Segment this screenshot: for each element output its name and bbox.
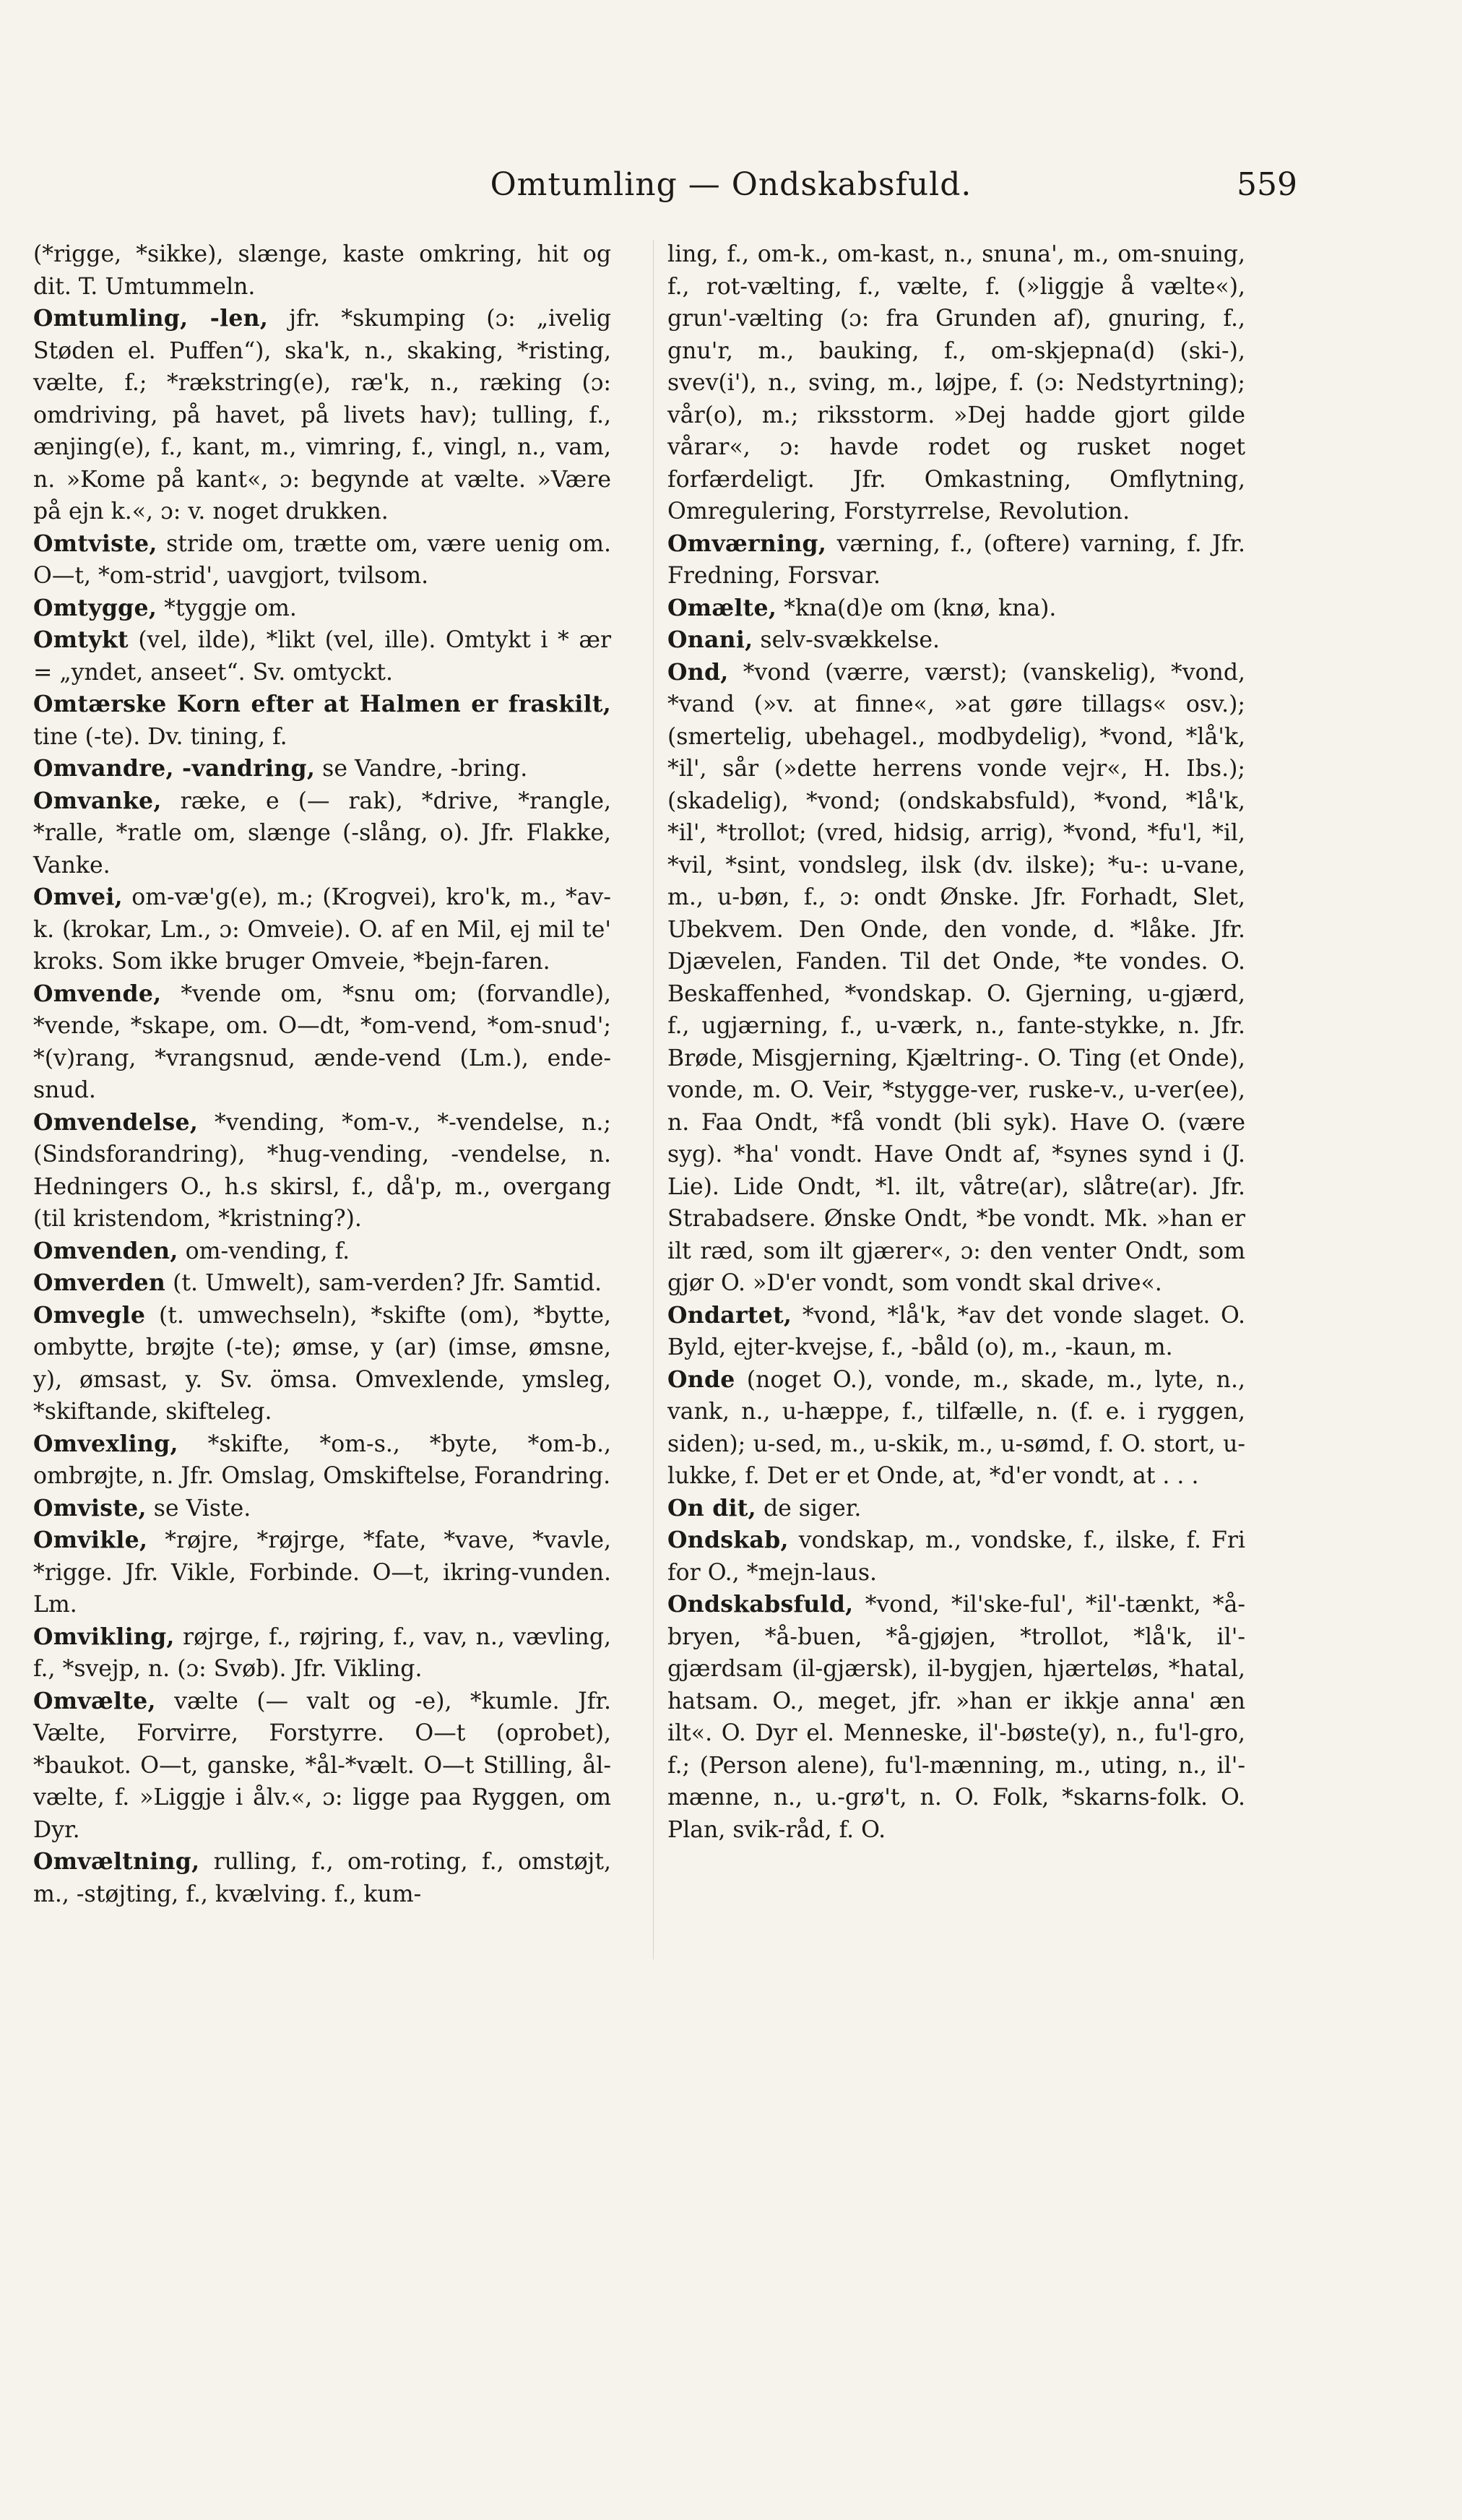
dictionary-entry [33, 1300, 611, 1428]
entry-definition: (noget O.), vonde, m., skade, m., lyte, n., vank, n., u-hæppe, f., tilfælle, n. (f. e. i ryggen, siden); u-sed, m., u-skik, m., u-sømd, f. O. stort, u-lukke, f. Det er et Onde, at, *d'er vondt, at . . . [667, 1366, 1245, 1489]
entry-definition: rulling, f., om-roting, f., omstøjt, m., -støjting, f., kvælving. f., kum- [33, 1849, 611, 1907]
dictionary-entry [33, 1524, 611, 1621]
entry-headword: Omvikle, [33, 1527, 148, 1553]
dictionary-entry [33, 238, 611, 303]
dictionary-entry [33, 592, 611, 625]
dictionary-entry [33, 978, 611, 1107]
dictionary-entry [667, 1589, 1245, 1846]
entry-definition: om-væ'g(e), m.; (Krogvei), kro'k, m., *av-k. (krokar, Lm., ɔ: Omveie). O. af en Mil, ej mil te' kroks. Som ikke bruger Omveie, *bejn-faren. [33, 884, 611, 975]
right-column [667, 238, 1245, 1846]
entry-definition: værning, f., (oftere) varning, f. Jfr. Fredning, Forsvar. [667, 530, 1245, 589]
entry-headword: Omverden [33, 1269, 166, 1296]
dictionary-entry [667, 1364, 1245, 1493]
dictionary-entry [667, 624, 1245, 657]
dictionary-entry [33, 624, 611, 689]
entry-headword: Ondskabsfuld, [667, 1591, 854, 1618]
entry-headword: Omvei, [33, 884, 123, 910]
entry-headword: Omtygge, [33, 594, 157, 621]
entry-headword: Omtviste, [33, 530, 157, 557]
dictionary-entry [33, 1267, 611, 1300]
entry-definition: ræke, e (— rak), *drive, *rangle, *ralle, *ratle om, slænge (-slång, o). Jfr. Flakke, Vanke. [33, 788, 611, 879]
entry-definition: se Viste. [153, 1495, 251, 1522]
dictionary-entry [33, 303, 611, 528]
dictionary-entry [33, 1428, 611, 1493]
left-column [33, 238, 611, 1910]
entry-headword: Omvanke, [33, 787, 162, 814]
entry-headword: Ondskab, [667, 1527, 789, 1553]
dictionary-entry [33, 1686, 611, 1847]
dictionary-entry [33, 1107, 611, 1235]
dictionary-entry [33, 1235, 611, 1268]
column-divider [653, 240, 654, 1959]
entry-definition: røjrge, f., røjring, f., vav, n., vævling, f., *svejp, n. (ɔ: Svøb). Jfr. Vikling. [33, 1623, 612, 1682]
dictionary-entry [33, 881, 611, 978]
entry-definition: de siger. [763, 1495, 862, 1522]
entry-headword: Onde [667, 1365, 735, 1393]
entry-definition: *vond, *il'ske-ful', *il'-tænkt, *å-bryen, *å-buen, *å-gjøjen, *trollot, *lå'k, il'-gjærdsam (il-gjærsk), il-bygjen, hjærteløs, *hatal, hatsam. O., meget, jfr. »han er ikkje anna' æn ilt«. O. Dyr el. Menneske, il'-bøste(y), n., fu'l-gro, f.; (Person alene), fu'l-mænning, m., uting, n., il'-mænne, n., u.-grø't, n. O. Folk, *skarns-folk. O. Plan, svik-råd, f. O. [667, 1592, 1245, 1843]
entry-headword: Omvendelse, [33, 1108, 199, 1136]
entry-definition: *skifte, *om-s., *byte, *om-b., ombrøjte, n. Jfr. Omslag, Omskiftelse, Forandring. [33, 1431, 611, 1489]
entry-definition: *vond, *lå'k, *av det vonde slaget. O. Byld, ejter-kvejse, f., -båld (o), m., -kaun, m. [667, 1302, 1245, 1360]
entry-headword: Omvenden, [33, 1237, 178, 1264]
dictionary-entry [667, 1524, 1245, 1589]
entry-headword: Omvegle [33, 1301, 146, 1329]
entry-definition: *vond (værre, værst); (vanskelig), *vond, *vand (»v. at finne«, »at gøre tillags« osv.); (smertelig, ubehagel., modbydelig), *vond, *lå'k, *il', sår (»dette herrens vonde vejr«, H. Ibs.); (skadelig), *vond; (ondskabsfuld), *vond, *lå'k, *il', *trollot; (vred, hidsig, arrig), *vond, *fu'l, *il, *vil, *sint, vondsleg, ilsk (dv. ilske); *u-: u-vane, m., u-bøn, f., ɔ: ondt Ønske. Jfr. Forhadt, Slet, Ubekvem. Den Onde, den vonde, d. *låke. Jfr. Djævelen, Fanden. Til det Onde, *te vondes. O. Beskaffenhed, *vondskap. O. Gjerning, u-gjærd, f., ugjærning, f., u-værk, n., fante-stykke, n. Jfr. Brøde, Misgjerning, Kjæltring-. O. Ting (et Onde), vonde, m. O. Veir, *stygge-ver, ruske-v., u-ver(ee), n. Faa Ondt, *få vondt (bli syk). Have O. (være syg). *ha' vondt. Have Ondt af, *synes synd i (J. Lie). Lide Ondt, *l. ilt, våtre(ar), slåtre(ar). Jfr. Strabadsere. Ønske Ondt, *be vondt. Mk. »han er ilt ræd, som ilt gjærer«, ɔ: den venter Ondt, som gjør O. »D'er vondt, som vondt skal drive«. [667, 659, 1245, 1296]
dictionary-entry [667, 528, 1245, 592]
entry-definition: *kna(d)e om (knø, kna). [784, 595, 1057, 621]
dictionary-entry [33, 528, 611, 592]
entry-definition: om-vending, f. [185, 1238, 350, 1264]
dictionary-entry [667, 238, 1245, 528]
entry-definition: selv-svækkelse. [760, 627, 940, 653]
entry-headword: Omtærske Korn efter at Halmen er fraskilt, [33, 691, 611, 717]
dictionary-entry [667, 1300, 1245, 1364]
dictionary-entry [33, 1621, 611, 1686]
dictionary-entry [667, 1493, 1245, 1525]
entry-headword: Omtykt [33, 626, 129, 653]
dictionary-entry [33, 785, 611, 882]
entry-definition: vondskap, m., vondske, f., ilske, f. Fri for O., *mejn-laus. [667, 1527, 1245, 1586]
entry-definition: stride om, trætte om, være uenig om. O—t, *om-strid', uavgjort, tvilsom. [33, 530, 611, 589]
entry-headword: Omvende, [33, 980, 162, 1007]
entry-definition: *vending, *om-v., *-vendelse, n.; (Sindsforandring), *hug-vending, -vendelse, n. Hedningers O., h.s skirsl, f., då'p, m., overgang (til kristendom, *kristning?). [33, 1109, 611, 1232]
entry-headword: Omvikling, [33, 1623, 175, 1650]
entry-definition: (t. Umwelt), sam-verden? Jfr. Samtid. [173, 1270, 602, 1296]
entry-headword: Omvandre, -vandring, [33, 755, 316, 782]
entry-headword: Onani, [667, 626, 753, 653]
dictionary-entry [33, 1493, 611, 1525]
entry-headword: Omælte, [667, 594, 777, 621]
entry-definition: tine (-te). Dv. tining, f. [33, 723, 287, 750]
entry-headword: Omværning, [667, 530, 827, 557]
dictionary-entry [33, 753, 611, 785]
entry-headword: Omviste, [33, 1494, 147, 1522]
entry-definition: vælte (— valt og -e), *kumle. Jfr. Vælte, Forvirre, Forstyrre. O—t (oprobet), *baukot. O—t, ganske, *ål-*vælt. O—t Stilling, ål-vælte, f. »Liggje i ålv.«, ɔ: ligge paa Ryggen, om Dyr. [33, 1688, 611, 1843]
entry-definition: jfr. *skumping (ɔ: „ivelig Støden el. Puffen“), ska'k, n., skaking, *risting, vælte, f.; *rækstring(e), ræ'k, n., ræking (ɔ: omdriving, på havet, på livets hav); tulling, f., ænjing(e), f., kant, m., vimring, f., vingl, n., vam, n. »Kome på kant«, ɔ: begynde at vælte. »Være på ejn k.«, ɔ: v. noget drukken. [33, 306, 611, 525]
entry-headword: Omvexling, [33, 1430, 178, 1457]
entry-headword: Omvælte, [33, 1687, 156, 1714]
page-title: Omtumling — Ondskabsfuld. [490, 166, 972, 203]
entry-headword: Omtumling, -len, [33, 305, 269, 332]
page-number: 559 [1237, 166, 1297, 203]
entry-definition: (t. umwechseln), *skifte (om), *bytte, ombytte, brøjte (-te); ømse, y (ar) (imse, ømsne, y), ømsast, y. Sv. ömsa. Omvexlende, ymsleg, *skiftande, skifteleg. [33, 1302, 611, 1425]
entry-definition: *vende om, *snu om; (forvandle), *vende, *skape, om. O—dt, *om-vend, *om-snud'; *(v)rang, *vrangsnud, ænde-vend (Lm.), ende-snud. [33, 980, 612, 1103]
dictionary-entry [667, 657, 1245, 1300]
entry-definition: se Vandre, -bring. [322, 756, 528, 782]
dictionary-entry [33, 1846, 611, 1910]
entry-definition: (vel, ilde), *likt (vel, ille). Omtykt i * ær = „yndet, anseet“. Sv. omtyckt. [33, 627, 612, 686]
dictionary-entry [667, 592, 1245, 625]
entry-headword: Omvæltning, [33, 1848, 200, 1875]
entry-headword: Ond, [667, 658, 729, 686]
entry-definition: *røjre, *røjrge, *fate, *vave, *vavle, *rigge. Jfr. Vikle, Forbinde. O—t, ikring-vunden. Lm. [33, 1527, 611, 1618]
page-header [0, 160, 1462, 211]
entry-definition: (*rigge, *sikke), slænge, kaste omkring, hit og dit. T. Umtummeln. [33, 241, 611, 300]
entry-headword: On dit, [667, 1494, 756, 1522]
dictionary-entry [33, 689, 611, 753]
entry-definition: ling, f., om-k., om-kast, n., snuna', m., om-snuing, f., rot-vælting, f., vælte, f. (»liggje å vælte«), grun'-vælting (ɔ: fra Grunden af), gnuring, f., gnu'r, m., bauking, f., om-skjepna(d) (ski-), svev(i'), n., sving, m., løjpe, f. (ɔ: Nedstyrtning); vår(o), m.; riksstorm. »Dej hadde gjort gilde vårar«, ɔ: havde rodet og rusket noget forfærdeligt. Jfr. Omkastning, Omflytning, Omregulering, Forstyrrelse, Revolution. [667, 241, 1245, 525]
entry-headword: Ondartet, [667, 1301, 792, 1329]
entry-definition: *tyggje om. [164, 595, 297, 621]
